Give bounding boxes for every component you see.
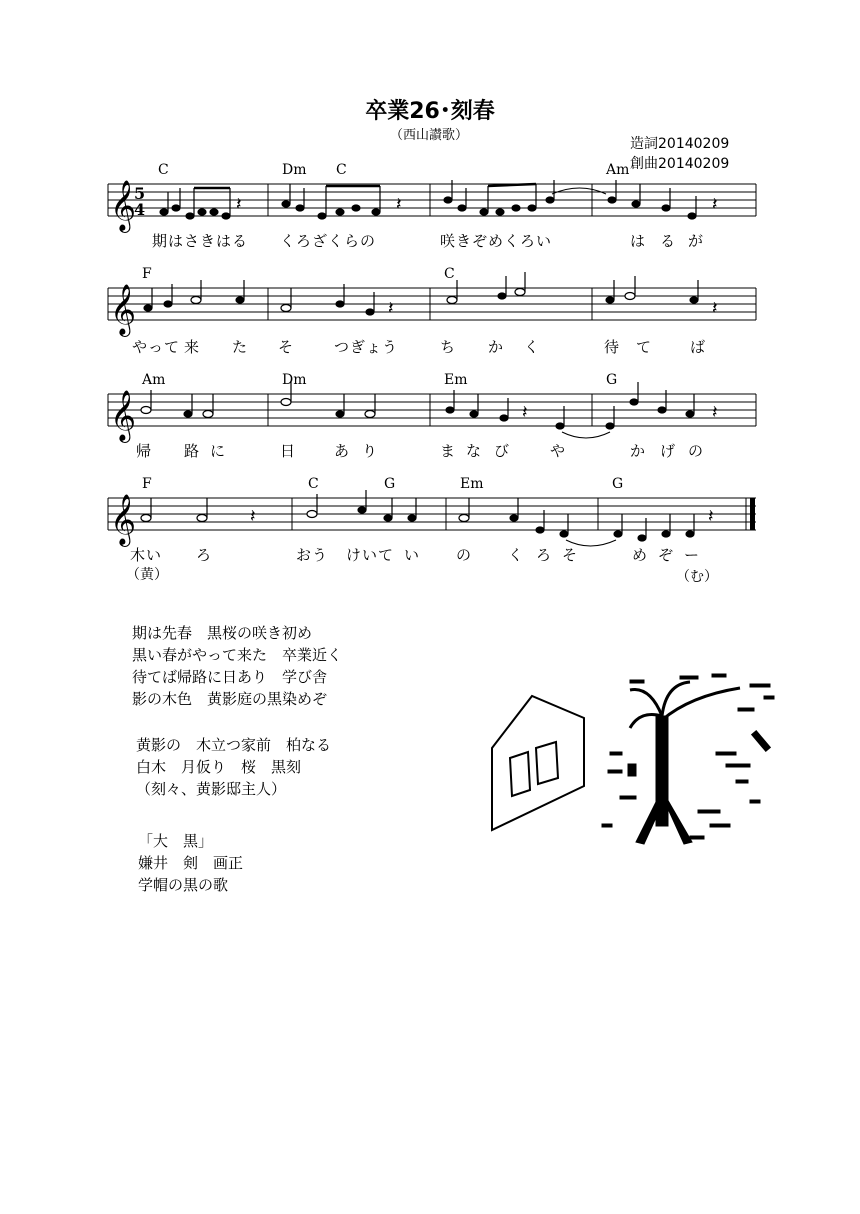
chord: G [606, 372, 618, 388]
lyric: は [630, 232, 647, 250]
svg-text:𝄽: 𝄽 [708, 506, 714, 527]
chord: C [444, 266, 455, 282]
lyric: た [232, 338, 249, 356]
svg-text:𝄽: 𝄽 [522, 402, 528, 423]
lyric: 待 [604, 338, 621, 356]
chord: Em [444, 372, 468, 388]
lyric: 日 [280, 442, 297, 460]
verse-3 [138, 830, 243, 896]
lyric: ろ [536, 546, 553, 564]
lyric-sub: （黄） [126, 567, 168, 583]
lyric: び [494, 442, 511, 460]
tree-drawing [602, 674, 774, 844]
chord: F [142, 476, 152, 492]
notes-system-2 [144, 272, 698, 315]
chord: C [158, 162, 169, 178]
time-signature-bottom: 4 [134, 200, 146, 219]
svg-text:𝄽: 𝄽 [712, 298, 718, 319]
chord: C [308, 476, 319, 492]
chord: G [612, 476, 624, 492]
chord: G [384, 476, 396, 492]
lyric: い [404, 546, 421, 564]
lyric: 木い [130, 546, 163, 564]
treble-clef-4: 𝄞 [110, 494, 137, 545]
music-credit: 創曲20140209 [630, 156, 730, 172]
lyric: く [508, 546, 525, 564]
lyric: り [362, 442, 379, 460]
verse-2 [136, 734, 331, 800]
verse-line: 待てば帰路に日あり 学び舎 [132, 668, 328, 686]
time-signature-top: 5 [134, 184, 146, 203]
lyric: くろざくらの [280, 232, 377, 250]
lyric: そ [562, 546, 579, 564]
lyric: の [456, 546, 473, 564]
house-tree-illustration [480, 660, 800, 860]
lyric: の [688, 442, 705, 460]
lyric: やって [132, 338, 181, 356]
lyric: め [632, 546, 649, 564]
lyric: げ [660, 442, 677, 460]
lyric: て [636, 338, 653, 356]
verse-line: 嫌井 剣 画正 [138, 854, 244, 872]
lyric: 咲きぞめくろい [440, 232, 553, 250]
chord: Dm [282, 162, 307, 178]
lyric: おう [296, 546, 329, 564]
chord: Am [142, 372, 166, 388]
chord: Am [606, 162, 630, 178]
svg-text:𝄽: 𝄽 [250, 506, 256, 527]
song-subtitle: （西山讃歌） [390, 128, 469, 143]
lyric-sub: （む） [676, 569, 718, 585]
chord: Em [460, 476, 484, 492]
lyric: 路 [184, 442, 201, 460]
verse-line: （刻々、黄影邸主人） [136, 780, 287, 798]
verse-line: 学帽の黒の歌 [138, 876, 229, 894]
verse-line: 黄影の 木立つ家前 柏なる [136, 736, 332, 754]
lyric: 期はさきはる [152, 232, 249, 250]
final-barline [750, 498, 755, 530]
lyric: けいて [346, 546, 395, 564]
lyric: ば [690, 338, 707, 356]
lyric: ー [684, 546, 701, 564]
lyric: つぎょう [334, 338, 399, 356]
staff-system-4 [108, 498, 756, 530]
lyric: が [688, 232, 705, 250]
lyric: 帰 [136, 442, 153, 460]
lyric: ろ [196, 546, 213, 564]
house-drawing [492, 696, 584, 830]
lyric: か [630, 442, 647, 460]
lyric: 来 [184, 338, 201, 356]
lyric: ま [440, 442, 457, 460]
treble-clef-3: 𝄞 [110, 390, 137, 441]
song-title: 卒業26･刻春 [365, 99, 495, 124]
lyrics-credit: 造詞20140209 [630, 136, 730, 152]
lyric: や [550, 442, 567, 460]
lyric: な [466, 442, 483, 460]
svg-text:𝄽: 𝄽 [712, 194, 718, 215]
treble-clef-2: 𝄞 [110, 284, 137, 335]
verse-line: 影の木色 黄影庭の黒染めぞ [132, 690, 328, 708]
verse-line: 期は先春 黒桜の咲き初め [132, 624, 313, 642]
chord: C [336, 162, 347, 178]
lyric: ち [440, 338, 457, 356]
verse-1 [132, 622, 342, 710]
svg-text:𝄽: 𝄽 [388, 298, 394, 319]
chord: F [142, 266, 152, 282]
treble-clef-1: 𝄞 [110, 180, 137, 231]
svg-text:𝄽: 𝄽 [236, 194, 242, 215]
lyric: ぞ [658, 546, 675, 564]
lyric: く [524, 338, 541, 356]
notes-system-3 [141, 382, 694, 429]
music-score [0, 0, 860, 600]
svg-text:𝄽: 𝄽 [396, 194, 402, 215]
verse-line: 「大 黒」 [138, 832, 214, 850]
lyric: そ [278, 338, 295, 356]
verse-line: 黒い春がやって来た 卒業近く [132, 646, 343, 664]
lyric: る [660, 232, 677, 250]
lyric: あ [334, 442, 351, 460]
verse-line: 白木 月仮り 桜 黒刻 [136, 758, 302, 776]
staff-system-2 [108, 288, 756, 320]
chord: Dm [282, 372, 307, 388]
lyric: に [210, 442, 227, 460]
svg-text:𝄽: 𝄽 [712, 402, 718, 423]
lyric: か [488, 338, 505, 356]
